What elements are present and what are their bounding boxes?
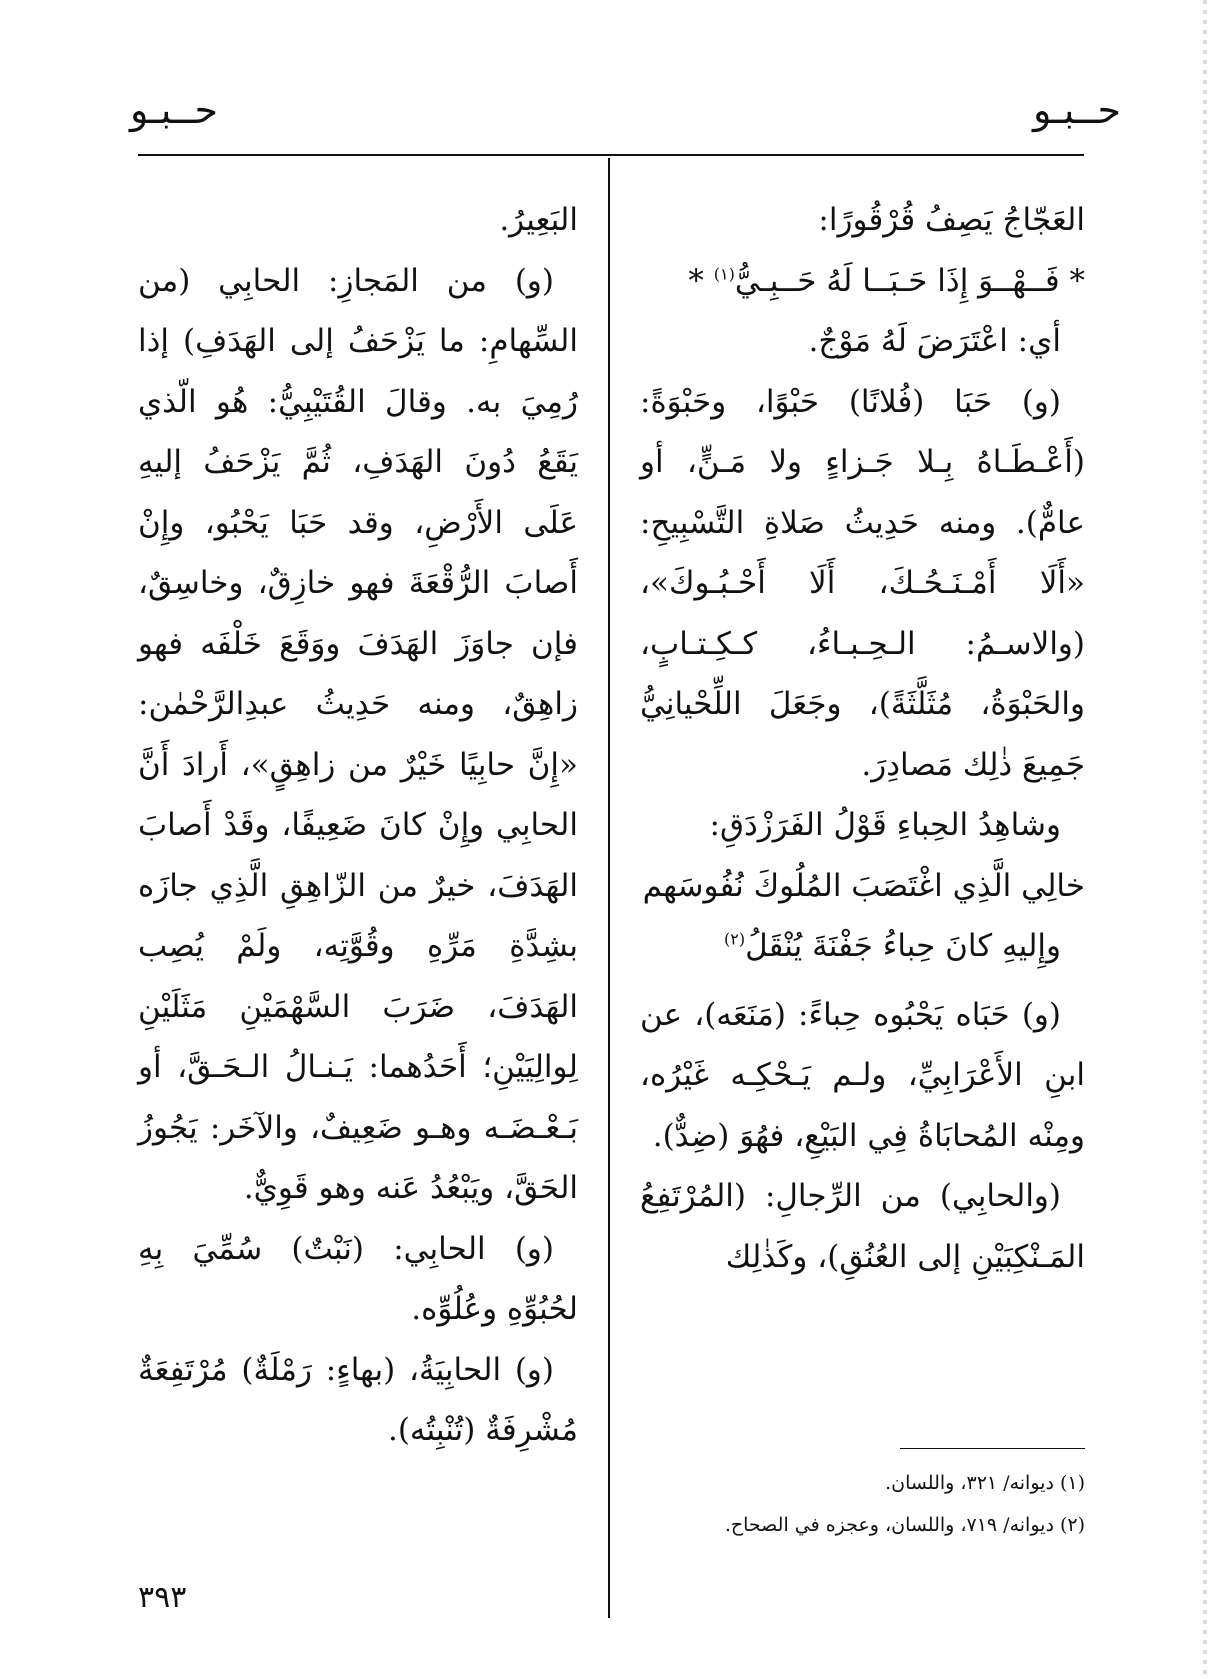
footnote-marker: (٢) (724, 929, 746, 949)
entry-paragraph: العَجّاجُ يَصِفُ قُرْقُورًا: (818, 202, 1085, 238)
footnote: (٢) ديوانه/ ٧١٩، واللسان، وعجزه في الصحاح. (724, 1514, 1085, 1536)
entry-paragraph: البَعِيرُ. (499, 202, 578, 238)
footnote-marker: (١) (713, 264, 735, 284)
entry-paragraph: (و) الحابِيَةُ، (بهاءٍ: رَمْلَةٌ) مُرْتَفِعَةٌ مُشْرِفَةٌ (تُنْبِتُه). (138, 1351, 578, 1448)
verse-hemistich (640, 916, 1085, 977)
scan-edge (1203, 0, 1207, 1679)
footnote-rule (900, 1448, 1085, 1449)
right-column (640, 190, 1085, 1287)
entry-paragraph: وشاهِدُ الحِباءِ قَوْلُ الفَرَزْدَقِ: (709, 807, 1061, 843)
entry-paragraph: (والحابِي) من الرِّجالِ: (المُرْتَفِعُ المَـنْكِبَيْنِ إلى العُنُقِ)، وكَذٰلِك (640, 1178, 1085, 1275)
running-head-left: حــبـو (130, 88, 218, 132)
footnote: (١) ديوانه/ ٣٢١، واللسان. (885, 1472, 1085, 1494)
entry-paragraph: (و) من المَجازِ: الحابِي (من السِّهامِ: ما يَزْحَفُ إلى الهَدَفِ) إذا رُمِيَ به. وقالَ القُتَيْبِيُّ: هُو الّذي يَقَعُ دُونَ الهَدَفِ، ثُمَّ يَزْحَفُ إليهِ عَلَى الأَرْضِ، وقد حَبَا يَحْبُو، وإِنْ أَصابَ الرُّقْعَةَ فهو خازِقٌ، وخاسِقٌ، فإن جاوَزَ الهَدَفَ ووَقَعَ خَلْفَه فهو زاهِقٌ، ومنه حَدِيثُ عبدِالرَّحْمٰن: «إِنَّ حابِيًا خَيْرٌ من زاهِقٍ»، أَرادَ أَنَّ الحابِي وإِنْ كانَ ضَعِيفًا، وقَدْ أَصابَ الهَدَفَ، خيرٌ من الزّاهِقِ الَّذِي جازَه بشِدَّةِ مَرِّهِ وقُوَّتِه، ولَمْ يُصِب الهَدَفَ، ضَرَبَ السَّهْمَيْنِ مَثَلَيْنِ لِوالِيَيْنِ؛ أَحَدُهما: يَـنـالُ الـحَـقَّ، أو بَـعْـضَـه وهـو ضَعِيفٌ، والآخَر: يَجُوزُ الحَقَّ، ويَبْعُدُ عَنه وهو قَوِيٌّ. (138, 262, 578, 1206)
entry-paragraph: (و) حَبَا (فُلانًا) حَبْوًا، وحَبْوَةً: (أَعْـطَـاهُ بِـلا جَـزاءٍ ولا مَـنٍّ، أو عامٌّ). ومنه حَدِيثُ صَلاةِ التَّسْبِيحِ: «أَلَا أَمْـنَـحُـكَ، أَلَا أَحْـبُـوكَ»، (والاسـمُ: الـحِـبـاءُ، كـكِـتـابٍ، والحَبْوَةُ، مُثَلَّثَةً)، وجَعَلَ اللِّحْيانِيُّ جَمِيعَ ذٰلِك مَصادِرَ. (640, 383, 1085, 783)
header-rule (138, 154, 1084, 156)
entry-paragraph: (و) الحابِي: (نَبْتٌ) سُمِّيَ بِهِ لحُبُوِّهِ وعُلُوِّه. (138, 1230, 578, 1327)
entry-paragraph: أي: اعْتَرَضَ لَهُ مَوْجٌ. (808, 323, 1061, 359)
page-number: ٣٩٣ (138, 1580, 187, 1615)
column-divider (608, 158, 610, 1618)
verse-line (640, 251, 1085, 312)
verse-hemistich: خالِي الَّذِي اغْتَصَبَ المُلُوكَ نُفُوسَهم (642, 867, 1085, 904)
verse-text: وإِليهِ كانَ حِباءُ جَفْنَةَ يُنْقَلُ (745, 928, 1061, 964)
running-head-right: حــبـو (1033, 88, 1121, 132)
left-column (138, 190, 578, 1461)
entry-paragraph: (و) حَبَاه يَحْبُوه حِباءً: (مَنَعَه)، عن ابنِ الأَعْرَابِيِّ، ولـم يَـحْكِـه غَيْرُه، ومِنْه المُحابَاةُ فِي البَيْعِ، فهُوَ (ضِدٌّ). (640, 996, 1085, 1154)
verse-star: * (688, 262, 714, 299)
footnotes (640, 1462, 1085, 1546)
verse-text: * فَــهْــوَ إِذَا حَـبَــا لَهُ حَــبِـيُّ (734, 262, 1085, 299)
